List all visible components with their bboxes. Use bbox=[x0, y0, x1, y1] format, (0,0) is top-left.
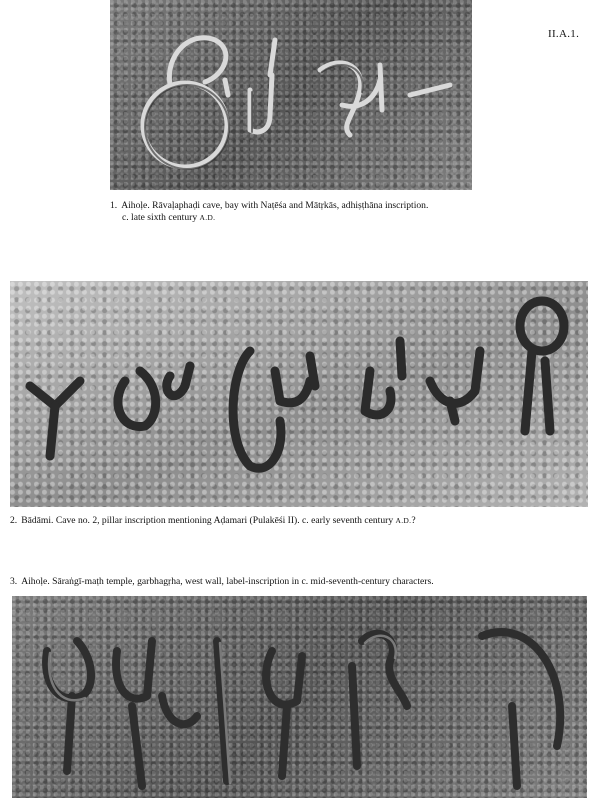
figure-1-caption-line2: c. late sixth century bbox=[122, 212, 200, 223]
inscription-carving-1 bbox=[110, 0, 472, 190]
figure-1-number: 1. bbox=[110, 200, 118, 211]
figure-3-number: 3. bbox=[10, 576, 18, 587]
figure-3-caption bbox=[10, 576, 595, 588]
figure-1-caption bbox=[110, 200, 490, 224]
figure-2-caption-text: Bādāmi. Cave no. 2, pillar inscription mentioning Aḍamari (Pulakēśi II). c. early seventh century bbox=[21, 515, 396, 526]
figure-1-caption-line1: Aihoḷe. Rāvaḷaphaḍi cave, bay with Naṭēśa and Mātṛkās, adhiṣṭhāna inscription. bbox=[121, 200, 429, 211]
figure-1-era: A.D. bbox=[199, 213, 216, 222]
figure-2-era: A.D. bbox=[395, 516, 412, 525]
figure-2-number: 2. bbox=[10, 515, 18, 526]
figure-2-caption bbox=[10, 515, 595, 527]
figure-2-caption-end: ? bbox=[411, 515, 416, 526]
inscription-carving-2 bbox=[10, 281, 588, 507]
inscription-photo-1 bbox=[110, 0, 472, 190]
inscription-photo-2 bbox=[10, 281, 588, 507]
figure-3-caption-text: Aihoḷe. Sāraṅgī-maṭh temple, garbhagṛha, west wall, label-inscription in c. mid-seventh-century characters. bbox=[21, 576, 434, 587]
plate-number: II.A.1. bbox=[548, 28, 580, 40]
inscription-carving-3 bbox=[12, 596, 587, 798]
inscription-photo-3 bbox=[12, 596, 587, 798]
